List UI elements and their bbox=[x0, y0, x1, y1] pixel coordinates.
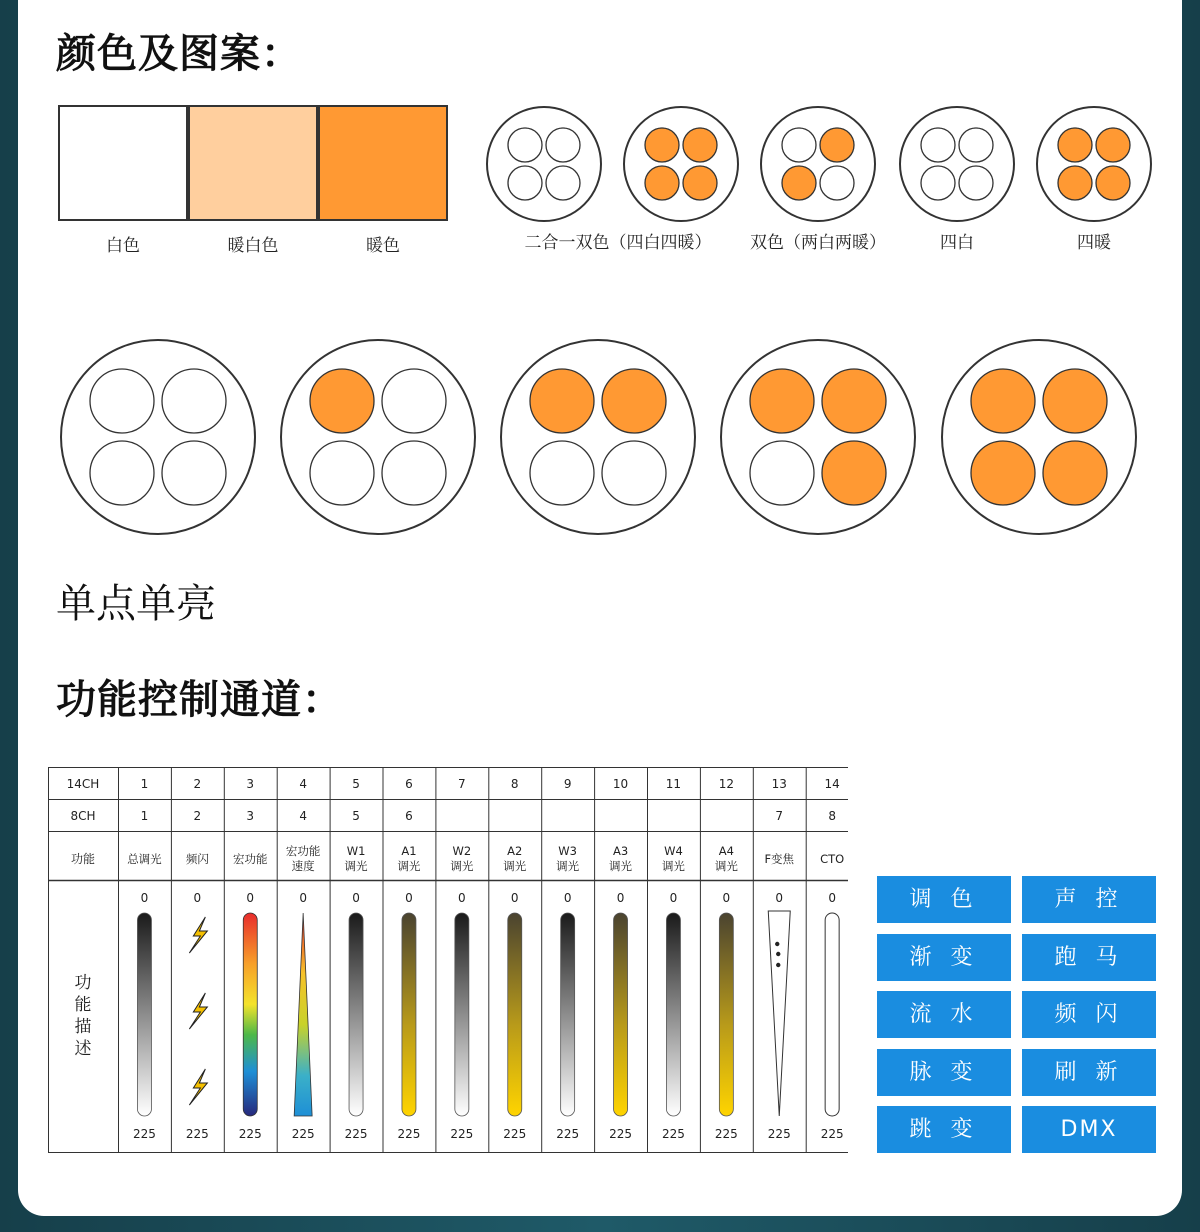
dimmer-bar bbox=[137, 913, 151, 1116]
colors-section-title: 颜色及图案： bbox=[56, 31, 302, 77]
range-start: 0 bbox=[458, 891, 466, 905]
function-name: A1 bbox=[401, 844, 417, 858]
pattern-ring bbox=[624, 107, 738, 221]
function-name: 调光 bbox=[609, 859, 633, 873]
cto-bar bbox=[825, 913, 839, 1116]
function-button[interactable]: 声 控 bbox=[1022, 876, 1156, 923]
pattern-dot bbox=[1058, 166, 1092, 200]
dimmer-bar bbox=[666, 913, 680, 1116]
function-name: 总调光 bbox=[127, 852, 162, 866]
function-button[interactable]: 跳 变 bbox=[877, 1106, 1011, 1153]
focus-dot bbox=[775, 942, 779, 946]
pattern-dot bbox=[683, 128, 717, 162]
large-patterns bbox=[18, 330, 1182, 545]
amber-dimmer-bar bbox=[614, 913, 628, 1116]
range-end: 225 bbox=[132, 1127, 156, 1141]
range-start: 0 bbox=[510, 891, 519, 905]
ch8-number: 4 bbox=[299, 809, 307, 823]
ch14-number: 1 bbox=[140, 777, 149, 791]
ch14-number: 10 bbox=[612, 777, 629, 791]
dimmer-bar bbox=[561, 913, 575, 1116]
ch8-number: 8 bbox=[828, 809, 836, 823]
range-start: 0 bbox=[616, 891, 625, 905]
range-start: 0 bbox=[140, 891, 149, 905]
function-button[interactable]: 流 水 bbox=[877, 991, 1011, 1038]
function-name: W3 bbox=[558, 844, 577, 858]
pattern-label: 四白 bbox=[940, 233, 974, 253]
pattern-dot bbox=[782, 128, 816, 162]
ch8-number: 3 bbox=[246, 809, 255, 823]
function-section-title: 功能控制通道： bbox=[56, 677, 343, 723]
function-name: 调光 bbox=[397, 859, 421, 873]
small-pattern bbox=[900, 107, 1014, 221]
function-name: 调光 bbox=[556, 859, 580, 873]
ch14-number: 7 bbox=[458, 777, 466, 791]
large-pattern bbox=[61, 340, 255, 534]
ch14-number: 5 bbox=[352, 777, 360, 791]
pattern-dot bbox=[822, 441, 886, 505]
range-end: 225 bbox=[185, 1127, 209, 1141]
small-pattern bbox=[487, 107, 601, 221]
row-header: 8CH bbox=[70, 809, 96, 823]
pattern-dot bbox=[310, 441, 374, 505]
focus-dot bbox=[776, 963, 780, 967]
large-pattern bbox=[281, 340, 475, 534]
ch14-number: 14 bbox=[824, 777, 840, 791]
function-button[interactable]: 跑 马 bbox=[1022, 934, 1156, 981]
pattern-dot bbox=[90, 441, 154, 505]
pattern-ring bbox=[501, 340, 695, 534]
function-name: 调光 bbox=[714, 859, 738, 873]
function-name: A3 bbox=[612, 844, 629, 858]
range-start: 0 bbox=[563, 891, 572, 905]
pattern-dot bbox=[683, 166, 717, 200]
pattern-dot bbox=[971, 369, 1035, 433]
small-pattern bbox=[761, 107, 875, 221]
pattern-dot bbox=[1096, 128, 1130, 162]
range-end: 225 bbox=[767, 1127, 791, 1141]
small-pattern bbox=[1037, 107, 1151, 221]
pattern-dot bbox=[162, 441, 226, 505]
function-name: 频闪 bbox=[185, 852, 209, 866]
pattern-dot bbox=[310, 369, 374, 433]
ch8-number: 6 bbox=[405, 809, 413, 823]
function-name: 调光 bbox=[503, 859, 527, 873]
desc-label-char: 描 bbox=[74, 1017, 92, 1037]
function-name: 速度 bbox=[291, 859, 315, 873]
pattern-dot bbox=[750, 441, 814, 505]
pattern-dot bbox=[382, 441, 446, 505]
ch14-number: 13 bbox=[771, 777, 787, 791]
pattern-ring bbox=[942, 340, 1136, 534]
desc-label-char: 能 bbox=[74, 995, 92, 1015]
function-name: 调光 bbox=[450, 859, 474, 873]
range-end: 225 bbox=[609, 1127, 633, 1141]
ch14-number: 8 bbox=[510, 777, 519, 791]
pattern-dot bbox=[1096, 166, 1130, 200]
function-name: 宏功能 bbox=[285, 844, 321, 858]
pattern-dot bbox=[959, 166, 993, 200]
ch14-number: 6 bbox=[405, 777, 413, 791]
channel-table bbox=[48, 767, 848, 1157]
pattern-dot bbox=[162, 369, 226, 433]
pattern-dot bbox=[820, 166, 854, 200]
function-button[interactable]: 调 色 bbox=[877, 876, 1011, 923]
function-name: W1 bbox=[346, 844, 366, 858]
function-button[interactable]: 刷 新 bbox=[1022, 1049, 1156, 1096]
pattern-ring bbox=[281, 340, 475, 534]
pattern-dot bbox=[750, 369, 814, 433]
range-start: 0 bbox=[722, 891, 731, 905]
color-swatch-label: 暖白色 bbox=[227, 236, 279, 256]
row-header: 14CH bbox=[66, 777, 100, 791]
function-name: 调光 bbox=[661, 859, 685, 873]
pattern-ring bbox=[487, 107, 601, 221]
function-name: W2 bbox=[452, 844, 472, 858]
function-name: 宏功能 bbox=[233, 852, 268, 866]
row-header: 功能 bbox=[70, 852, 96, 866]
ch14-number: 2 bbox=[193, 777, 202, 791]
ch14-number: 4 bbox=[299, 777, 307, 791]
range-end: 225 bbox=[291, 1127, 315, 1141]
ch14-number: 3 bbox=[246, 777, 255, 791]
color-swatch-label: 白色 bbox=[106, 236, 140, 256]
range-end: 225 bbox=[397, 1127, 421, 1141]
desc-label-char: 功 bbox=[74, 973, 92, 993]
ch8-number: 5 bbox=[352, 809, 360, 823]
function-button[interactable]: 渐 变 bbox=[877, 934, 1011, 981]
range-start: 0 bbox=[193, 891, 202, 905]
range-end: 225 bbox=[661, 1127, 685, 1141]
ch8-number: 7 bbox=[775, 809, 784, 823]
pattern-dot bbox=[382, 369, 446, 433]
function-button[interactable]: 频 闪 bbox=[1022, 991, 1156, 1038]
pattern-dot bbox=[971, 441, 1035, 505]
function-name: CTO bbox=[820, 852, 845, 866]
pattern-dot bbox=[1043, 441, 1107, 505]
pattern-ring bbox=[761, 107, 875, 221]
pattern-ring bbox=[721, 340, 915, 534]
pattern-dot bbox=[959, 128, 993, 162]
function-name: W4 bbox=[664, 844, 683, 858]
pattern-dot bbox=[602, 369, 666, 433]
small-pattern bbox=[624, 107, 738, 221]
pattern-dot bbox=[921, 128, 955, 162]
single-point-label: 单点单亮 bbox=[56, 581, 216, 627]
range-start: 0 bbox=[405, 891, 413, 905]
pattern-dot bbox=[921, 166, 955, 200]
pattern-dot bbox=[822, 369, 886, 433]
large-pattern bbox=[501, 340, 695, 534]
dimmer-bar bbox=[455, 913, 469, 1116]
function-name: 调光 bbox=[344, 859, 368, 873]
function-name: F变焦 bbox=[764, 852, 795, 866]
pattern-dot bbox=[645, 166, 679, 200]
pattern-ring bbox=[1037, 107, 1151, 221]
pattern-dot bbox=[508, 128, 542, 162]
ch8-number: 2 bbox=[193, 809, 202, 823]
function-name: A4 bbox=[718, 844, 734, 858]
range-end: 225 bbox=[344, 1127, 368, 1141]
range-start: 0 bbox=[828, 891, 836, 905]
range-end: 225 bbox=[820, 1127, 844, 1141]
range-end: 225 bbox=[503, 1127, 527, 1141]
pattern-dot bbox=[546, 166, 580, 200]
dimmer-bar bbox=[349, 913, 363, 1116]
pattern-dot bbox=[820, 128, 854, 162]
pattern-dot bbox=[530, 369, 594, 433]
content-panel bbox=[18, 0, 1182, 1216]
range-end: 225 bbox=[714, 1127, 738, 1141]
range-start: 0 bbox=[299, 891, 307, 905]
range-end: 225 bbox=[450, 1127, 474, 1141]
pattern-label: 四暖 bbox=[1077, 233, 1111, 253]
desc-label-char: 述 bbox=[74, 1039, 92, 1059]
pattern-ring bbox=[61, 340, 255, 534]
ch14-number: 11 bbox=[665, 777, 682, 791]
pattern-dot bbox=[90, 369, 154, 433]
ch14-number: 12 bbox=[718, 777, 734, 791]
amber-dimmer-bar bbox=[719, 913, 733, 1116]
range-end: 225 bbox=[238, 1127, 262, 1141]
focus-dot bbox=[776, 952, 780, 956]
pattern-dot bbox=[546, 128, 580, 162]
small-patterns bbox=[18, 0, 1182, 270]
large-pattern bbox=[942, 340, 1136, 534]
pattern-dot bbox=[602, 441, 666, 505]
range-start: 0 bbox=[246, 891, 255, 905]
range-start: 0 bbox=[352, 891, 360, 905]
pattern-dot bbox=[1058, 128, 1092, 162]
pattern-dot bbox=[1043, 369, 1107, 433]
amber-dimmer-bar bbox=[508, 913, 522, 1116]
color-swatch-label: 暖色 bbox=[366, 236, 400, 256]
amber-dimmer-bar bbox=[402, 913, 416, 1116]
pattern-ring bbox=[900, 107, 1014, 221]
range-start: 0 bbox=[669, 891, 678, 905]
pattern-label: 双色（两白两暖） bbox=[750, 233, 886, 253]
function-button[interactable]: DMX bbox=[1022, 1106, 1156, 1153]
ch14-number: 9 bbox=[563, 777, 572, 791]
pattern-dot bbox=[782, 166, 816, 200]
pattern-label: 二合一双色（四白四暖） bbox=[524, 233, 712, 253]
pattern-dot bbox=[508, 166, 542, 200]
function-name: A2 bbox=[507, 844, 523, 858]
range-start: 0 bbox=[775, 891, 784, 905]
ch8-number: 1 bbox=[140, 809, 149, 823]
pattern-dot bbox=[530, 441, 594, 505]
function-button[interactable]: 脉 变 bbox=[877, 1049, 1011, 1096]
large-pattern bbox=[721, 340, 915, 534]
macro-color-bar bbox=[243, 913, 257, 1116]
pattern-dot bbox=[645, 128, 679, 162]
range-end: 225 bbox=[556, 1127, 580, 1141]
